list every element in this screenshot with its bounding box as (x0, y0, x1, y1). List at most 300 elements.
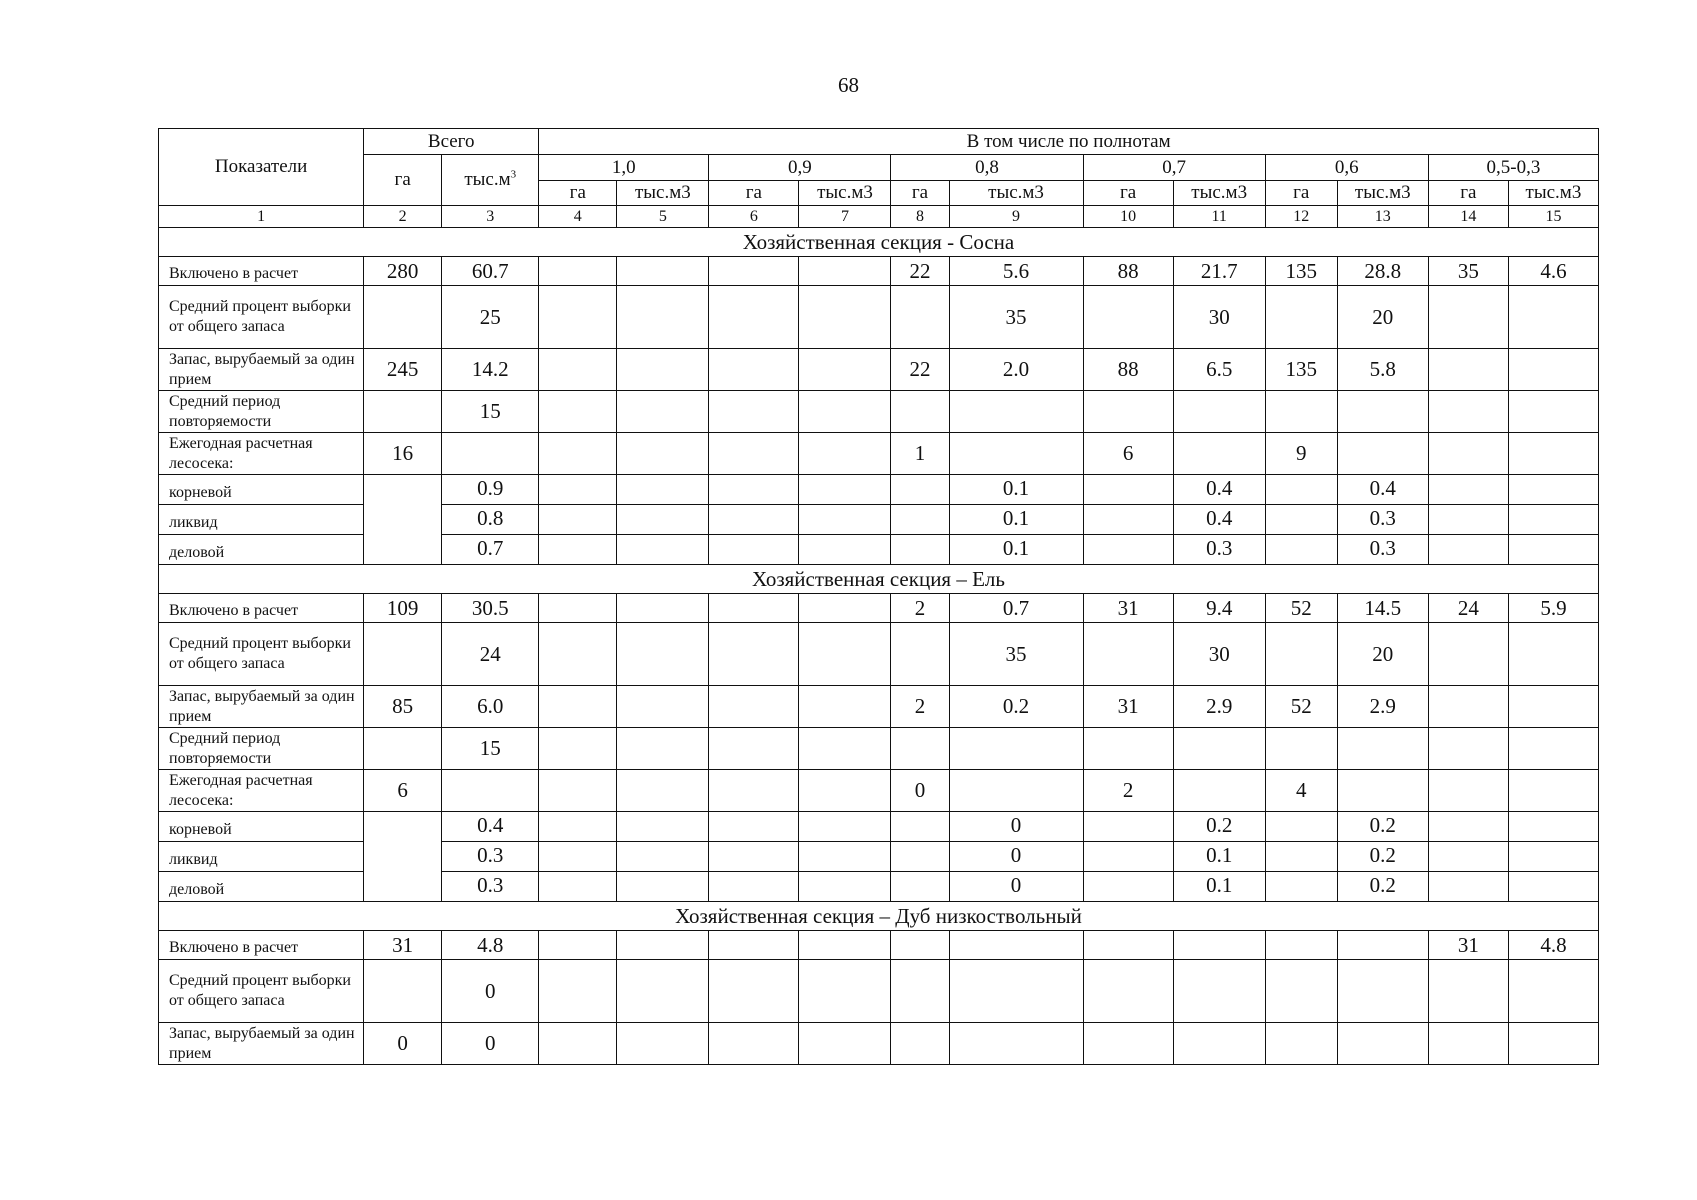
table-cell: 0 (442, 960, 539, 1023)
column-number: 8 (891, 206, 949, 228)
table-cell (364, 623, 442, 686)
table-cell (364, 391, 442, 433)
table-cell: 2.9 (1173, 686, 1265, 728)
header-total: Всего (364, 129, 539, 155)
section-title: Хозяйственная секция – Дуб низкоствольный (159, 902, 1599, 931)
table-row (159, 623, 1599, 686)
table-cell (799, 686, 891, 728)
table-cell: 22 (891, 349, 949, 391)
column-number: 15 (1508, 206, 1598, 228)
header-unit-th-m3: тыс.м3 (949, 181, 1083, 206)
table-cell (1337, 728, 1428, 770)
row-label: Средний процент выборки от общего запаса (159, 623, 364, 686)
table-cell (1083, 812, 1173, 842)
table-cell: 20 (1337, 286, 1428, 349)
table-cell: 0.1 (1173, 872, 1265, 902)
header-row-1 (159, 129, 1599, 155)
column-number: 14 (1428, 206, 1508, 228)
table-cell: 280 (364, 257, 442, 286)
header-row-2 (159, 155, 1599, 181)
header-unit-ha: га (1428, 181, 1508, 206)
section-header-row (159, 228, 1599, 257)
table-cell: 88 (1083, 257, 1173, 286)
table-cell: 0.1 (1173, 842, 1265, 872)
table-cell (1428, 872, 1508, 902)
table-cell (1083, 872, 1173, 902)
table-cell (617, 505, 709, 535)
table-cell (1083, 623, 1173, 686)
column-number: 11 (1173, 206, 1265, 228)
table-cell: 0.2 (1337, 812, 1428, 842)
table-row (159, 433, 1599, 475)
section-header-row (159, 565, 1599, 594)
table-cell (891, 728, 949, 770)
table-cell: 28.8 (1337, 257, 1428, 286)
table-cell (709, 433, 799, 475)
row-label: деловой (159, 872, 364, 902)
table-cell (1428, 286, 1508, 349)
table-cell (1508, 842, 1598, 872)
table-cell (1428, 960, 1508, 1023)
table-cell: 5.8 (1337, 349, 1428, 391)
table-cell: 0.7 (442, 535, 539, 565)
table-cell (799, 475, 891, 505)
table-cell (799, 391, 891, 433)
table-cell: 0.2 (1337, 872, 1428, 902)
table-cell (1428, 391, 1508, 433)
table-cell (1173, 770, 1265, 812)
table-cell: 88 (1083, 349, 1173, 391)
table-cell (364, 286, 442, 349)
table-cell: 22 (891, 257, 949, 286)
table-cell (539, 770, 617, 812)
table-row (159, 812, 1599, 842)
column-number: 5 (617, 206, 709, 228)
table-cell: 0.2 (1337, 842, 1428, 872)
table-cell (1265, 286, 1337, 349)
table-cell (799, 505, 891, 535)
table-cell: 16 (364, 433, 442, 475)
table-cell: 0.8 (442, 505, 539, 535)
table-cell: 0 (891, 770, 949, 812)
table-cell (617, 960, 709, 1023)
table-cell (539, 872, 617, 902)
table-cell (1173, 391, 1265, 433)
table-cell (1083, 505, 1173, 535)
table-cell: 4.8 (442, 931, 539, 960)
header-density: 1,0 (539, 155, 709, 181)
table-cell (891, 872, 949, 902)
row-label: Включено в расчет (159, 931, 364, 960)
table-cell (617, 872, 709, 902)
table-cell: 2.9 (1337, 686, 1428, 728)
table-cell: 245 (364, 349, 442, 391)
table-cell: 15 (442, 391, 539, 433)
table-cell (1508, 812, 1598, 842)
table-cell: 0.2 (1173, 812, 1265, 842)
cutting-area-table-container (158, 128, 1599, 1065)
table-cell (1508, 286, 1598, 349)
table-cell (1428, 1023, 1508, 1065)
table-cell (891, 623, 949, 686)
header-total-th-m3-base: тыс.м (464, 169, 511, 190)
header-indicators: Показатели (159, 129, 364, 206)
table-cell: 5.9 (1508, 594, 1598, 623)
table-cell (799, 594, 891, 623)
table-cell (539, 391, 617, 433)
table-row (159, 931, 1599, 960)
table-cell (1337, 960, 1428, 1023)
table-cell (1265, 960, 1337, 1023)
table-cell (1508, 505, 1598, 535)
table-cell (1265, 1023, 1337, 1065)
table-cell: 52 (1265, 686, 1337, 728)
header-unit-th-m3: тыс.м3 (1337, 181, 1428, 206)
table-cell (617, 931, 709, 960)
table-cell (1265, 475, 1337, 505)
header-total-ha: га (364, 155, 442, 206)
table-cell (1428, 433, 1508, 475)
table-cell (799, 257, 891, 286)
section-header-row (159, 902, 1599, 931)
table-cell (1083, 391, 1173, 433)
table-row (159, 286, 1599, 349)
column-number: 1 (159, 206, 364, 228)
table-cell: 14.2 (442, 349, 539, 391)
table-cell (949, 770, 1083, 812)
table-cell (617, 623, 709, 686)
table-cell (799, 433, 891, 475)
table-cell (949, 391, 1083, 433)
row-label: Запас, вырубаемый за один прием (159, 349, 364, 391)
column-number: 10 (1083, 206, 1173, 228)
table-cell (1337, 1023, 1428, 1065)
header-density: 0,5-0,3 (1428, 155, 1598, 181)
table-cell: 14.5 (1337, 594, 1428, 623)
table-row (159, 475, 1599, 505)
header-unit-ha: га (709, 181, 799, 206)
table-cell (539, 842, 617, 872)
table-cell (539, 349, 617, 391)
table-cell (617, 535, 709, 565)
table-row (159, 257, 1599, 286)
table-cell (799, 349, 891, 391)
row-label: деловой (159, 535, 364, 565)
column-number: 12 (1265, 206, 1337, 228)
table-cell: 30 (1173, 286, 1265, 349)
table-cell (1428, 535, 1508, 565)
header-total-th-m3 (442, 155, 539, 206)
header-total-th-m3-sup: 3 (510, 168, 517, 181)
table-body (159, 228, 1599, 1065)
table-cell: 0 (364, 1023, 442, 1065)
table-row (159, 728, 1599, 770)
row-label: Средний процент выборки от общего запаса (159, 960, 364, 1023)
table-cell: 0.3 (442, 842, 539, 872)
table-row (159, 686, 1599, 728)
table-cell (1508, 433, 1598, 475)
table-cell (539, 594, 617, 623)
table-cell (1508, 770, 1598, 812)
column-number: 9 (949, 206, 1083, 228)
table-cell (1428, 842, 1508, 872)
table-cell: 21.7 (1173, 257, 1265, 286)
table-cell: 85 (364, 686, 442, 728)
header-density: 0,8 (891, 155, 1083, 181)
table-cell (1508, 623, 1598, 686)
table-cell: 60.7 (442, 257, 539, 286)
row-label: Средний период повторяемости (159, 728, 364, 770)
table-cell (799, 728, 891, 770)
table-cell (539, 1023, 617, 1065)
row-label: Запас, вырубаемый за один прием (159, 686, 364, 728)
table-cell (1508, 1023, 1598, 1065)
row-label: Средний процент выборки от общего запаса (159, 286, 364, 349)
table-cell (709, 349, 799, 391)
table-cell (617, 475, 709, 505)
table-cell: 6.0 (442, 686, 539, 728)
section-title: Хозяйственная секция – Ель (159, 565, 1599, 594)
table-cell (799, 286, 891, 349)
table-cell (539, 812, 617, 842)
table-cell (949, 931, 1083, 960)
table-cell (709, 728, 799, 770)
table-cell-merged (364, 812, 442, 902)
table-cell: 0.2 (949, 686, 1083, 728)
table-cell (709, 842, 799, 872)
table-cell: 9 (1265, 433, 1337, 475)
table-cell (1173, 1023, 1265, 1065)
header-density: 0,6 (1265, 155, 1428, 181)
table-cell: 0.1 (949, 505, 1083, 535)
table-cell: 2 (891, 686, 949, 728)
row-label: Средний период повторяемости (159, 391, 364, 433)
table-cell: 25 (442, 286, 539, 349)
row-label: корневой (159, 812, 364, 842)
column-number: 2 (364, 206, 442, 228)
table-cell: 6 (1083, 433, 1173, 475)
table-cell: 9.4 (1173, 594, 1265, 623)
table-cell (1508, 872, 1598, 902)
table-cell (539, 686, 617, 728)
table-cell (1265, 728, 1337, 770)
row-label: ликвид (159, 505, 364, 535)
table-cell (709, 770, 799, 812)
table-cell (1508, 349, 1598, 391)
table-cell (799, 770, 891, 812)
table-cell (1428, 812, 1508, 842)
table-cell: 4.6 (1508, 257, 1598, 286)
table-cell (442, 770, 539, 812)
table-cell (617, 349, 709, 391)
column-number: 7 (799, 206, 891, 228)
table-cell (709, 1023, 799, 1065)
table-cell (539, 505, 617, 535)
table-cell (1265, 872, 1337, 902)
table-cell: 5.6 (949, 257, 1083, 286)
header-unit-ha: га (539, 181, 617, 206)
column-number: 13 (1337, 206, 1428, 228)
table-cell (709, 623, 799, 686)
table-cell (617, 1023, 709, 1065)
table-cell (1428, 728, 1508, 770)
page-number: 68 (838, 73, 859, 97)
table-cell: 15 (442, 728, 539, 770)
table-cell (1508, 391, 1598, 433)
table-row (159, 1023, 1599, 1065)
table-cell (709, 812, 799, 842)
table-cell (617, 842, 709, 872)
table-cell (539, 257, 617, 286)
table-cell: 1 (891, 433, 949, 475)
table-cell (891, 812, 949, 842)
table-cell (364, 960, 442, 1023)
table-cell: 0 (949, 842, 1083, 872)
table-cell: 35 (949, 286, 1083, 349)
table-cell (1337, 433, 1428, 475)
table-cell (1265, 535, 1337, 565)
table-cell (617, 686, 709, 728)
table-cell: 24 (1428, 594, 1508, 623)
table-cell (617, 594, 709, 623)
table-cell (799, 623, 891, 686)
table-cell (1265, 842, 1337, 872)
table-cell: 0.3 (1337, 535, 1428, 565)
table-cell: 6 (364, 770, 442, 812)
row-label: Ежегодная расчетная лесосека: (159, 433, 364, 475)
header-density: 0,7 (1083, 155, 1265, 181)
table-cell (1508, 960, 1598, 1023)
table-cell (1337, 770, 1428, 812)
table-cell (617, 433, 709, 475)
table-cell (617, 728, 709, 770)
table-cell (1173, 433, 1265, 475)
table-cell (1428, 505, 1508, 535)
table-cell: 135 (1265, 349, 1337, 391)
table-cell (539, 931, 617, 960)
table-cell (709, 505, 799, 535)
header-density: 0,9 (709, 155, 891, 181)
table-cell (891, 535, 949, 565)
table-row (159, 594, 1599, 623)
table-cell (1337, 391, 1428, 433)
table-cell (1173, 960, 1265, 1023)
table-cell (442, 433, 539, 475)
table-cell (891, 475, 949, 505)
table-cell (1265, 931, 1337, 960)
table-cell (891, 505, 949, 535)
row-label: Ежегодная расчетная лесосека: (159, 770, 364, 812)
table-row (159, 349, 1599, 391)
table-cell (617, 286, 709, 349)
table-cell: 4.8 (1508, 931, 1598, 960)
table-cell (1265, 391, 1337, 433)
table-cell: 31 (1428, 931, 1508, 960)
table-cell (539, 535, 617, 565)
table-cell (539, 286, 617, 349)
table-cell (1428, 770, 1508, 812)
table-cell (1265, 505, 1337, 535)
table-cell: 0.3 (1337, 505, 1428, 535)
table-cell: 2.0 (949, 349, 1083, 391)
table-cell: 31 (1083, 686, 1173, 728)
header-unit-th-m3: тыс.м3 (1508, 181, 1598, 206)
table-cell: 31 (1083, 594, 1173, 623)
table-cell (949, 960, 1083, 1023)
table-cell (539, 433, 617, 475)
table-cell (709, 960, 799, 1023)
table-cell (539, 728, 617, 770)
table-cell (709, 257, 799, 286)
table-cell: 0.1 (949, 475, 1083, 505)
table-cell (1083, 1023, 1173, 1065)
table-cell (1083, 728, 1173, 770)
table-cell: 30 (1173, 623, 1265, 686)
row-label: Включено в расчет (159, 257, 364, 286)
table-row (159, 960, 1599, 1023)
table-cell (799, 842, 891, 872)
table-cell (617, 770, 709, 812)
column-number: 4 (539, 206, 617, 228)
table-cell (799, 960, 891, 1023)
table-cell: 0.4 (1337, 475, 1428, 505)
table-cell (799, 872, 891, 902)
table-cell (1508, 475, 1598, 505)
table-cell (709, 475, 799, 505)
table-cell (709, 931, 799, 960)
table-cell (1173, 728, 1265, 770)
table-cell (617, 257, 709, 286)
table-cell (1428, 349, 1508, 391)
table-cell (799, 812, 891, 842)
table-cell (617, 391, 709, 433)
table-cell (891, 1023, 949, 1065)
table-cell (799, 1023, 891, 1065)
table-cell (949, 1023, 1083, 1065)
row-label: Запас, вырубаемый за один прием (159, 1023, 364, 1065)
table-cell (364, 728, 442, 770)
section-title: Хозяйственная секция - Сосна (159, 228, 1599, 257)
table-cell: 20 (1337, 623, 1428, 686)
header-by-density: В том числе по полнотам (539, 129, 1599, 155)
table-cell (1083, 960, 1173, 1023)
table-cell: 31 (364, 931, 442, 960)
table-row (159, 770, 1599, 812)
table-cell (1337, 931, 1428, 960)
header-unit-ha: га (891, 181, 949, 206)
column-number: 3 (442, 206, 539, 228)
table-cell: 52 (1265, 594, 1337, 623)
table-cell (891, 391, 949, 433)
table-cell: 135 (1265, 257, 1337, 286)
table-cell (617, 812, 709, 842)
table-cell: 35 (949, 623, 1083, 686)
table-cell (949, 433, 1083, 475)
header-unit-th-m3: тыс.м3 (1173, 181, 1265, 206)
table-cell (799, 931, 891, 960)
table-cell: 2 (1083, 770, 1173, 812)
table-cell: 30.5 (442, 594, 539, 623)
table-cell (709, 594, 799, 623)
row-label: ликвид (159, 842, 364, 872)
table-cell (709, 535, 799, 565)
table-cell (891, 286, 949, 349)
table-cell: 0.3 (1173, 535, 1265, 565)
header-unit-th-m3: тыс.м3 (799, 181, 891, 206)
table-cell: 109 (364, 594, 442, 623)
table-cell: 0.4 (442, 812, 539, 842)
table-cell (891, 960, 949, 1023)
